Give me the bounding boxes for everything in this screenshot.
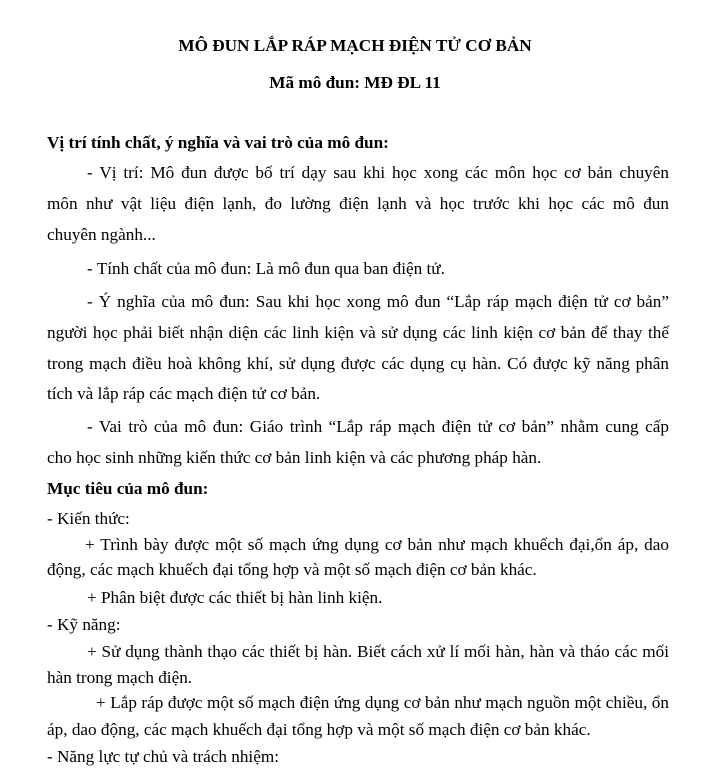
knowledge-item-line: động, các mạch khuếch đại tổng hợp và một số mạch điện cơ bản khác.: [47, 560, 537, 579]
meaning-paragraph-line: tích và lắp ráp các mạch điện tử cơ bản.: [47, 384, 321, 403]
meaning-paragraph-line: - Ý nghĩa của mô đun: Sau khi học xong mô đun “Lắp ráp mạch điện tử cơ bản”: [87, 292, 669, 311]
position-paragraph-line: chuyên ngành...: [47, 225, 156, 244]
meaning-paragraph-line: người học phải biết nhận diện các linh kiện và sử dụng các linh kiện cơ bản để thay thế: [47, 323, 669, 342]
position-paragraph-line: môn như vật liệu điện lạnh, đo lường điện lạnh và học trước khi học các mô đun: [47, 194, 669, 213]
skills-label: - Kỹ năng:: [47, 615, 121, 634]
section-heading-position: Vị trí tính chất, ý nghĩa và vai trò của mô đun:: [47, 133, 389, 152]
knowledge-item: + Phân biệt được các thiết bị hàn linh kiện.: [87, 588, 383, 607]
knowledge-item-line: + Trình bày được một số mạch ứng dụng cơ bản như mạch khuếch đại,ổn áp, dao: [85, 535, 669, 554]
knowledge-label: - Kiến thức:: [47, 509, 130, 528]
skills-item-line: + Lắp ráp được một số mạch điện ứng dụng cơ bản như mạch nguồn một chiều, ổn: [96, 693, 669, 712]
role-paragraph-line: - Vai trò của mô đun: Giáo trình “Lắp ráp mạch điện tử cơ bản” nhằm cung cấp: [87, 417, 669, 436]
role-paragraph-line: cho học sinh những kiến thức cơ bản linh kiện và các phương pháp hàn.: [47, 448, 542, 467]
skills-item-line: + Sử dụng thành thạo các thiết bị hàn. Biết cách xử lí mối hàn, hàn và tháo các mối: [87, 642, 669, 661]
autonomy-label: - Năng lực tự chủ và trách nhiệm:: [47, 747, 279, 766]
skills-item-line: áp, dao động, các mạch khuếch đại tổng hợp và một số mạch điện cơ bản khác.: [47, 720, 591, 739]
document-title: MÔ ĐUN LẮP RÁP MẠCH ĐIỆN TỬ CƠ BẢN: [178, 36, 532, 55]
position-paragraph-line: - Vị trí: Mô đun được bố trí dạy sau khi học xong các môn học cơ bản chuyên: [87, 163, 669, 182]
skills-item-line: hàn trong mạch điện.: [47, 668, 193, 687]
nature-paragraph: - Tính chất của mô đun: Là mô đun qua ban điện tử.: [87, 259, 445, 278]
section-heading-objectives: Mục tiêu của mô đun:: [47, 479, 209, 498]
module-code: Mã mô đun: MĐ ĐL 11: [269, 73, 441, 92]
meaning-paragraph-line: trong mạch điều hoà không khí, sử dụng được các dụng cụ hàn. Có được kỹ năng phân: [47, 354, 669, 373]
